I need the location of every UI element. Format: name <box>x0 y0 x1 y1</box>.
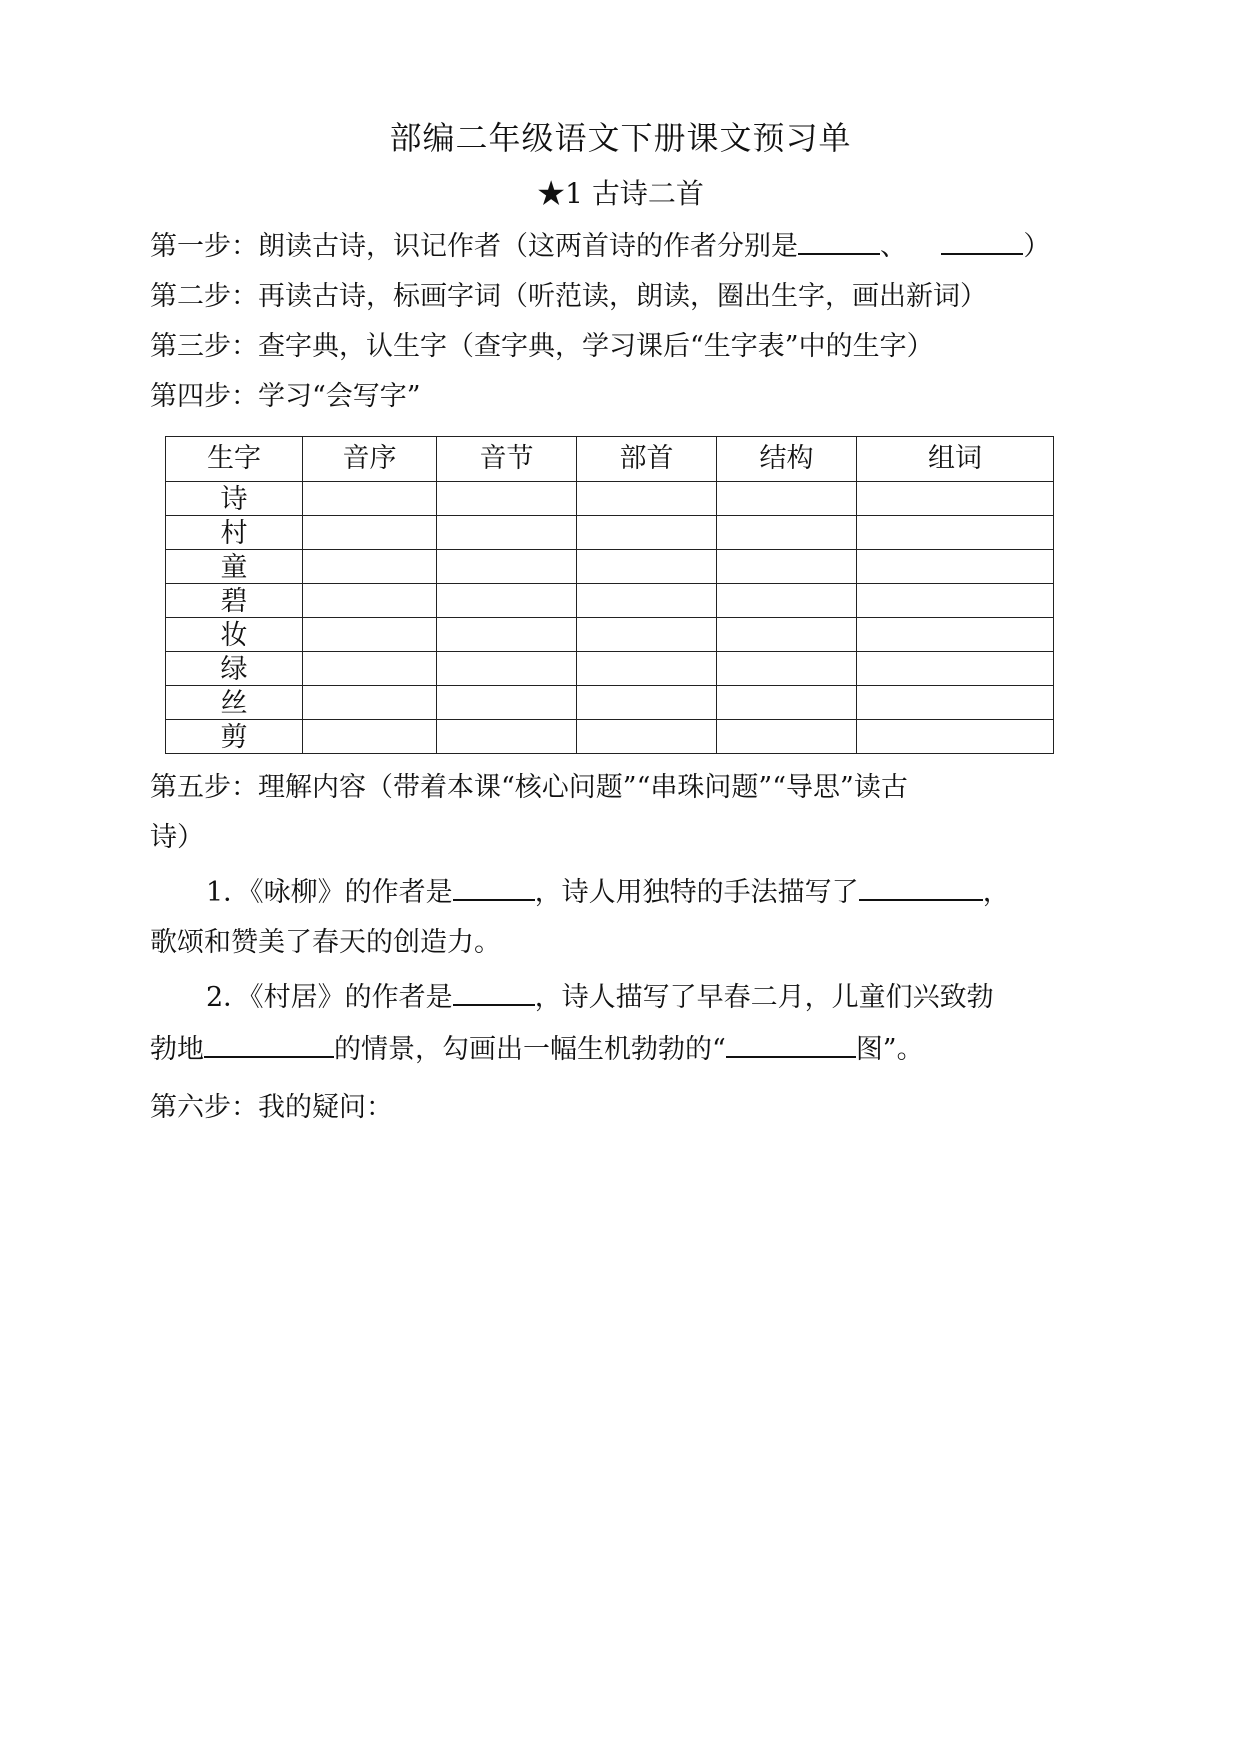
structure-cell[interactable] <box>717 686 857 720</box>
words-cell[interactable] <box>857 584 1054 618</box>
question-1-b: ，诗人用独特的手法描写了 <box>534 877 859 908</box>
char-cell: 绿 <box>166 652 303 686</box>
question-2-line2-b: 的情景，勾画出一幅生机勃勃的“ <box>334 1034 726 1065</box>
structure-cell[interactable] <box>717 618 857 652</box>
structure-cell[interactable] <box>717 550 857 584</box>
initial-cell[interactable] <box>303 516 437 550</box>
step-5-line-2: 诗） <box>150 822 204 853</box>
initial-cell[interactable] <box>303 686 437 720</box>
table-row <box>166 584 1054 618</box>
initial-cell[interactable] <box>303 720 437 754</box>
table-row <box>166 618 1054 652</box>
author-blank-2[interactable] <box>941 227 1023 255</box>
radical-cell[interactable] <box>577 584 717 618</box>
table-row <box>166 720 1054 754</box>
words-cell[interactable] <box>857 686 1054 720</box>
header-syllable: 音节 <box>437 437 577 482</box>
structure-cell[interactable] <box>717 652 857 686</box>
table-row <box>166 482 1054 516</box>
step-1-close: ） <box>1023 231 1051 262</box>
step-1 <box>150 227 1050 265</box>
page-title: 部编二年级语文下册课文预习单 <box>389 119 852 157</box>
words-cell[interactable] <box>857 720 1054 754</box>
structure-cell[interactable] <box>717 482 857 516</box>
words-cell[interactable] <box>857 550 1054 584</box>
question-1-line-1 <box>206 873 1010 911</box>
char-cell: 碧 <box>166 584 303 618</box>
words-cell[interactable] <box>857 482 1054 516</box>
radical-cell[interactable] <box>577 482 717 516</box>
question-2-line-1 <box>206 978 994 1016</box>
table-row <box>166 550 1054 584</box>
q2-scene-blank[interactable] <box>204 1030 334 1058</box>
initial-cell[interactable] <box>303 652 437 686</box>
radical-cell[interactable] <box>577 720 717 754</box>
structure-cell[interactable] <box>717 516 857 550</box>
structure-cell[interactable] <box>717 720 857 754</box>
question-2-line-2 <box>150 1030 924 1068</box>
table-row <box>166 516 1054 550</box>
structure-cell[interactable] <box>717 584 857 618</box>
q2-author-blank[interactable] <box>453 978 535 1006</box>
step-6: 第六步：我的疑问： <box>150 1092 393 1123</box>
syllable-cell[interactable] <box>437 686 577 720</box>
step-2: 第二步：再读古诗，标画字词（听范读，朗读，圈出生字，画出新词） <box>150 281 987 312</box>
char-cell: 妆 <box>166 618 303 652</box>
author-blank-1[interactable] <box>798 227 880 255</box>
char-cell: 童 <box>166 550 303 584</box>
syllable-cell[interactable] <box>437 584 577 618</box>
header-radical: 部首 <box>577 437 717 482</box>
question-1-a: 1．《咏柳》的作者是 <box>206 877 453 908</box>
step-1-text: 第一步：朗读古诗，识记作者（这两首诗的作者分别是 <box>150 231 798 262</box>
lesson-title: ★1 古诗二首 <box>537 177 704 210</box>
char-cell: 诗 <box>166 482 303 516</box>
syllable-cell[interactable] <box>437 720 577 754</box>
q2-picture-blank[interactable] <box>726 1030 856 1058</box>
char-cell: 剪 <box>166 720 303 754</box>
table-row <box>166 686 1054 720</box>
initial-cell[interactable] <box>303 618 437 652</box>
header-words: 组词 <box>857 437 1054 482</box>
step-4: 第四步：学习“会写字” <box>150 381 421 412</box>
syllable-cell[interactable] <box>437 618 577 652</box>
step-3: 第三步：查字典，认生字（查字典，学习课后“生字表”中的生字） <box>150 331 934 362</box>
initial-cell[interactable] <box>303 482 437 516</box>
syllable-cell[interactable] <box>437 516 577 550</box>
header-char: 生字 <box>166 437 303 482</box>
q1-author-blank[interactable] <box>453 873 535 901</box>
radical-cell[interactable] <box>577 516 717 550</box>
words-cell[interactable] <box>857 652 1054 686</box>
radical-cell[interactable] <box>577 618 717 652</box>
characters-table <box>165 436 1054 754</box>
q1-described-blank[interactable] <box>859 873 983 901</box>
question-2-b: ，诗人描写了早春二月，儿童们兴致勃 <box>534 982 994 1013</box>
initial-cell[interactable] <box>303 550 437 584</box>
radical-cell[interactable] <box>577 686 717 720</box>
syllable-cell[interactable] <box>437 550 577 584</box>
radical-cell[interactable] <box>577 550 717 584</box>
question-2-line2-c: 图”。 <box>855 1034 924 1065</box>
header-structure: 结构 <box>717 437 857 482</box>
char-cell: 村 <box>166 516 303 550</box>
step-1-sep: 、 <box>880 231 907 262</box>
words-cell[interactable] <box>857 618 1054 652</box>
table-header-row <box>166 437 1054 482</box>
initial-cell[interactable] <box>303 584 437 618</box>
syllable-cell[interactable] <box>437 652 577 686</box>
question-1-c: ， <box>982 877 1010 908</box>
question-2-line2-a: 勃地 <box>150 1034 204 1065</box>
table-row <box>166 652 1054 686</box>
radical-cell[interactable] <box>577 652 717 686</box>
char-cell: 丝 <box>166 686 303 720</box>
step-5-line-1: 第五步：理解内容（带着本课“核心问题”“串珠问题”“导思”读古 <box>150 772 908 803</box>
question-1-line-2: 歌颂和赞美了春天的创造力。 <box>150 927 501 958</box>
question-2-a: 2．《村居》的作者是 <box>206 982 453 1013</box>
syllable-cell[interactable] <box>437 482 577 516</box>
words-cell[interactable] <box>857 516 1054 550</box>
header-initial: 音序 <box>303 437 437 482</box>
